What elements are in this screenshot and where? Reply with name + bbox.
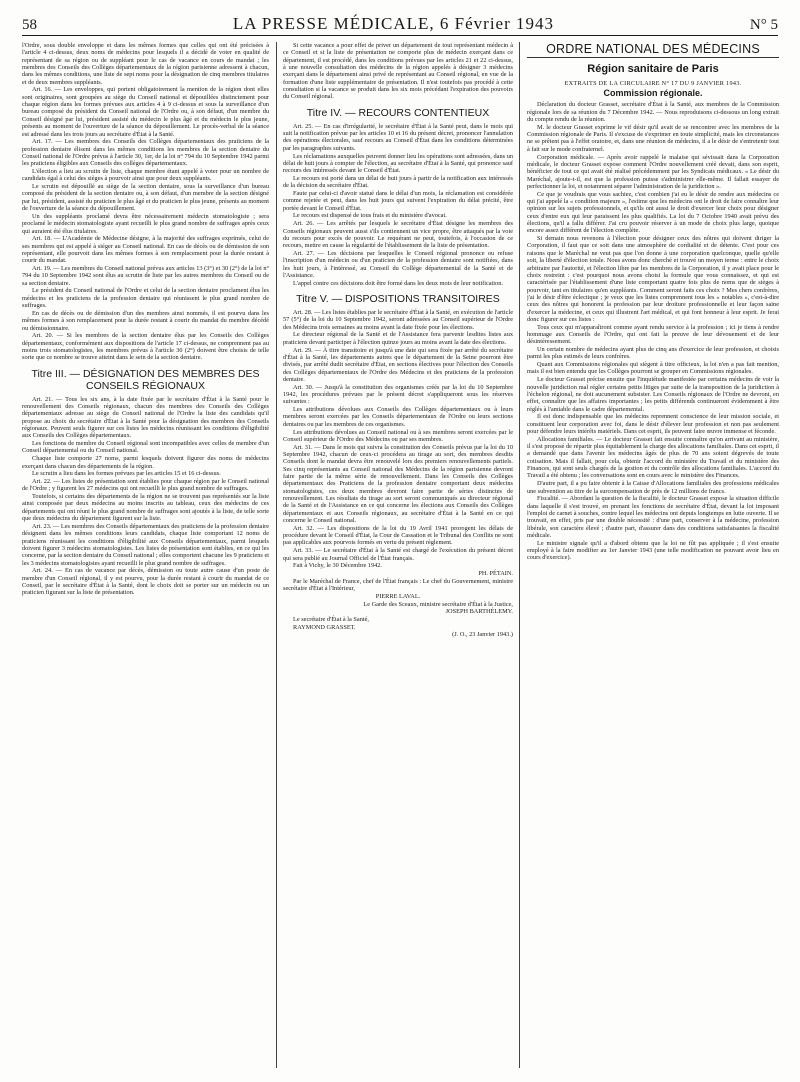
paragraph: Il est donc indispensable que les médecins reprennent conscience de leur mission sociale, et constituent leur corporation avec foi, dans le désir d'élever leur profession et non pas seulement pour défendre leurs intérêts matériels. Dans cet esprit, ils peuvent faire œuvre immense et féconde. xyxy=(527,413,779,436)
paragraph: Le docteur Grasset précise ensuite que l'inquiétude manifestée par certains médecins de voir la nouvelle juridiction mal régler certains petits litiges par suite de la transposition de la juridiction à l'échelon régional, ne doit aucunement subsister. Les Conseils régionaux de l'Ordre ne devront, en effet, connaître que les affaires importantes ; les petits différends continueront évidemment à être réglés à l'amiable dans le cadre départemental. xyxy=(527,376,779,413)
page-number: 58 xyxy=(22,17,37,33)
paragraph: L'élection a lieu au scrutin de liste, chaque membre étant appelé à voter pour un nombre de candidats égal à celui des sièges à pourvoir ainsi que pour deux suppléants. xyxy=(22,168,269,183)
article-25: Art. 25. — En cas d'irrégularité, le secrétaire d'État à la Santé peut, dans le mois qui suit la notification prévue par les articles 10 et 16 du présent décret, prononcer l'annulation des opérations électorales, sauf recours au Conseil d'État dans les conditions déterminées par les paragraphes suivants. xyxy=(283,122,513,152)
paragraph: Chaque liste comporte 27 noms, parmi lesquels doivent figurer des noms de médecins exerçant dans chacun des départements de la région. xyxy=(22,455,269,470)
page-header xyxy=(22,14,778,36)
column-left xyxy=(22,42,269,1070)
paragraph: Le scrutin est dépouillé au siège de la section dentaire, sous la surveillance d'un bureau composé du président de la section dentaire ou, à son défaut, d'un membre de la section désigné par lui, président, assisté du praticien le plus âgé et du praticien le plus jeune, présents au moment de l'ouverture de la séance du dépouillement. xyxy=(22,183,269,213)
article-21: Art. 21. — Tous les six ans, à la date fixée par le secrétaire d'État à la Santé pour le renouvellement des Conseils régionaux, chacun des membres des Conseils des Collèges départementaux adresse au siège du Conseil national de l'Ordre la liste des candidats qu'il propose au choix du secrétaire d'État à la Santé pour la désignation des membres des Conseils régionaux. Peuvent seuls figurer sur ces listes les médecins réunissant les conditions d'éligibilité aux Conseils des Collèges départementaux. xyxy=(22,395,269,440)
section-title: ORDRE NATIONAL DES MÉDECINS xyxy=(527,46,779,58)
paragraph: Toutefois, si certains des départements de la région ne se trouvent pas représentés sur la liste ainsi composée par deux médecins au moins inscrits au tableau, ceux des médecins de ces départements qui ont réuni le plus grand nombre de suffrages sont ajoutés à la liste, de telle sorte que deux médecins du département figurent sur la liste. xyxy=(22,493,269,523)
paragraph: Déclaration du docteur Grasset, secrétaire d'État à la Santé, aux membres de la Commission régionale lors de sa réunion du 7 Décembre 1942. — Nous reproduisons ci-dessous un long extrait du compte rendu de la réunion. xyxy=(527,101,779,124)
article-24: Art. 24. — En cas de vacance par décès, démission ou toute autre cause d'un poste de membre d'un Conseil régional, il y est pourvu, pour la durée restant à courir du mandat de ce Conseil, par le secrétaire d'État à la Santé, dont le choix doit se porter sur un médecin ou un praticien figurant sur la liste de présentation. xyxy=(22,567,269,597)
paragraph: Si demain nous revenons à l'élection pour désigner ceux des nôtres qui doivent diriger la Corporation, il faut que ce soit dans une atmosphère de cordialité et de détente. C'est pour ces raisons que le Maréchal ne veut pas que l'on donne à une corporation quelconque, quelle qu'elle soit, la liberté d'élection totale. Nous avons donc cherché et trouvé un moyen terme : entre le choix arbitraire par l'autorité, et l'élection libre par les membres de la Corporation, il y avait place pour le choix restreint : c'est pourquoi nous avons choisi la formule que vous connaissez, et qui est caractérisée par l'établissement d'une liste comportant quatre fois plus de noms que de sièges à pourvoir, tant en titulaires qu'en suppléants. Comment seront faits ces choix ? Mes chers confrères, j'ai le désir d'être éclectique ; je veux que les listes comprennent tous les « notables », c'est-à-dire ceux des nôtres qui honorent la profession par leur droiture professionnelle et leur façon saine d'exercer la médecine, et ceux qui illustrent l'art médical, et qui font honneur à leur esprit. Je ferai donc figurer sur ces listes : xyxy=(527,235,779,323)
paragraph: En cas de décès ou de démission d'un des membres ainsi nommés, il est pourvu dans les mêmes formes à son remplacement pour la durée restant à courir du mandat du membre décédé ou démissionnaire. xyxy=(22,309,269,332)
paragraph: Fiscalité. — Abordant la question de la fiscalité, le docteur Grasset expose la situation difficile dans laquelle il s'est trouvé, en prenant les fonctions de secrétaire d'État, devant la loi imposant l'emploi de carnet à souches, contre lequel les médecins ont depuis longtemps en lutte ouverte. Il se trouvait, en effet, pris par une double nécessité : d'une part, conserver à la médecine, profession libérale, son caractère élevé ; d'autre part, d'assurer dans des conditions satisfaisantes la fiscalité médicale. xyxy=(527,495,779,539)
paragraph: L'appel contre ces décisions doit être formé dans les deux mois de leur notification. xyxy=(293,279,503,287)
section-heading-titre-5: Titre V. — DISPOSITIONS TRANSITOIRES xyxy=(296,293,500,306)
column-divider xyxy=(276,42,277,1068)
paragraph: l'Ordre, sous double enveloppe et dans les mêmes formes que celles qui ont été précisées à l'article 4 ci-dessus, deux noms de médecins pour lesquels il a décidé de voter en qualité de représentant de sa région ou de suppléant pour le cas de vacance en cours de mandat ; les membres des Conseils des Collèges départementaux de la région parisienne adressent à chacun, dans les mêmes conditions, une liste de sept noms pour la désignation de cinq membres titulaires et de deux membres suppléants. xyxy=(22,42,269,86)
paragraph: Les attributions dévolues aux Conseils des Collèges départementaux ou à leurs membres seront exercées par les Conseils départementaux de l'Ordre ou leurs sections dentaires ou par les membres de ces organismes. xyxy=(283,406,513,428)
journal-reference: (J. O., 23 Janvier 1943.) xyxy=(452,631,513,639)
region-heading: Région sanitaire de Paris xyxy=(587,63,719,76)
article-23: Art. 23. — Les membres des Conseils départementaux des praticiens de la profession dentaire désignent dans les mêmes conditions leurs candidats, chaque liste comportant 12 noms de praticiens réunissant les conditions d'éligibilité aux Conseils départementaux, parmi lesquels doivent figurer 3 médecins stomatologistes. Les listes de présentation sont établies, en ce qui les concerne, par la section dentaire du Conseil national ; elles comportent chacune les 9 praticiens et les 3 médecins stomatologistes ayant recueilli le plus grand nombre de suffrages. xyxy=(22,522,269,567)
paragraph: Un certain nombre de médecins ayant plus de cinq ans d'exercice de leur profession, et choisis parmi les plus estimés de leurs confrères. xyxy=(527,346,779,361)
article-32: Art. 32. — Les dispositions de la loi du 19 Avril 1941 prorogent les délais de procédure devant le Conseil d'État, la Cour de Cassation et le Tribunal des Conflits ne sont pas applicables aux pourvois formés en vertu du présent règlement. xyxy=(283,524,513,547)
section-heading-titre-3: Titre III. — DÉSIGNATION DES MEMBRES DES CONSEILS RÉGIONAUX xyxy=(31,367,260,392)
article-19: Art. 19. — Les membres du Conseil national prévus aux articles 13 (3°) et 30 (2°) de la loi n° 794 du 10 Septembre 1942 sont élus au scrutin de liste par les autres membres du Conseil ou de sa section dentaire. xyxy=(22,265,269,287)
article-20: Art. 20. — Si les membres de la section dentaire élus par les Conseils des Collèges départementaux, conformément aux dispositions de l'article 17 ci-dessus, ne comprennent pas au moins trois stomatologistes, les membres prévus à l'article 30 (2°) doivent être choisis de telle sorte que ce nombre se trouve atteint dans le sein de la section dentaire. xyxy=(22,332,269,362)
circular-extract-line: EXTRAITS DE LA CIRCULAIRE N° 17 DU 9 JANVIER 1943. xyxy=(564,79,742,87)
paragraph: Les attributions dévolues au Conseil national ou à ses membres seront exercées par le Conseil supérieur de l'Ordre des Médecins ou par ses membres. xyxy=(283,428,513,443)
article-17: Art. 17. — Les membres des Conseils des Collèges départementaux des praticiens de la profession dentaire élisent dans les mêmes conditions les membres de la section dentaire du Conseil national de l'Ordre prévus à l'article 30, 1er, de la loi n° 794 du 10 Septembre 1942 parmi les praticiens éligibles aux Conseils des collèges départementaux. xyxy=(22,138,269,168)
signature: JOSEPH BARTHÉLEMY. xyxy=(445,608,513,616)
paragraph: Les fonctions de membre du Conseil régional sont incompatibles avec celles de membre d'un Conseil départemental ou du Conseil national. xyxy=(22,440,269,455)
article-33: Art. 33. — Le secrétaire d'État à la Santé est chargé de l'exécution du présent décret qui sera publié au Journal Officiel de l'État français. xyxy=(283,547,513,562)
signature: RAYMOND GRASSET. xyxy=(293,623,356,631)
journal-title: LA PRESSE MÉDICALE, 6 Février 1943 xyxy=(232,14,554,33)
signature-block: Le secrétaire d'État à la Santé, xyxy=(293,616,369,623)
column-middle xyxy=(283,42,513,1070)
paragraph: Le président du Conseil national de l'Ordre et celui de la section dentaire proclament élus les médecins et les praticiens de la profession dentaire qui réunissent le plus grand nombre de suffrages. xyxy=(22,287,269,310)
article-31: Art. 31. — Dans le mois qui suivra la constitution des Conseils prévus par la loi du 10 Septembre 1942, chacun de ceux-ci procédera au tirage au sort, des membres desdits Conseils dont le mandat devra être renouvelé lors des premiers renouvellements partiels. Ses cinq représentants au Conseil national des Médecins de la région parisienne devront faire partie de la même série de renouvellement. Dans les Conseils des Collèges départementaux des Praticiens de la profession dentaire comportant deux médecins stomatologistes, ces deux membres devront faire partie de séries distinctes de renouvellement. Les résultats du tirage au sort seront communiqués au directeur régional de la Santé et de l'Assistance en ce qui concerne les élections aux Conseils des Collèges départementaux et aux Conseils régionaux, au secrétaire d'État à la Santé en ce qui concerne le Conseil national. xyxy=(283,443,513,525)
signature: PH. PÉTAIN. xyxy=(478,569,513,577)
paragraph: Un des suppléants proclamé devra être nécessairement médecin stomatologiste ; sera proclamé le médecin stomatologiste ayant recueilli le plus grand nombre de suffrages après ceux qui auraient été élus titulaires. xyxy=(22,212,269,235)
paragraph: Le recours est porté dans un délai de huit jours à partir de la notification aux intéressés de la décision du secrétaire d'État. xyxy=(283,174,513,190)
paragraph: Quant aux Commissions régionales qui siègent à titre officieux, la loi n'en a pas fait mention, mais il est bien entendu que les Collèges pourront se grouper en Commissions régionales. xyxy=(527,361,779,376)
article-22: Art. 22. — Les listes de présentation sont établies pour chaque région par le Conseil national de l'Ordre ; y figurent les 27 médecins qui ont recueilli le plus grand nombre de suffrages. xyxy=(22,478,269,493)
date-line: Fait à Vichy, le 30 Décembre 1942. xyxy=(293,562,382,570)
column-divider xyxy=(519,42,520,1068)
article-26: Art. 26. — Les arrêtés par lesquels le secrétaire d'État désigne les membres des Conseils régionaux peuvent aussi s'ils contiennent un vice propre, être attaqués par la voie du recours pour excès de pouvoir. Le requérant ne peut, toutefois, à l'occasion de ce recours, mettre en cause la régularité de l'établissement de la liste de présentation. xyxy=(283,220,513,250)
paragraph: Allocations familiales. — Le docteur Grasset fait ensuite connaître qu'on arrivant au ministère, il s'est proposé de répartir plus équitablement la charge des allocations familiales. Dans cet esprit, il a demandé que dans l'avenir les médecins âgés de plus de 70 ans soient dégrevés de toute cotisation. Mais il fallait, pour cela, obtenir l'accord du ministère du Travail et du ministère des Finances, qui sont seuls chargés de la gestion et du contrôle des allocations familiales. L'accord du Travail a été obtenu ; les conversations sont en cours avec le ministère des Finances. xyxy=(527,435,779,480)
column-right xyxy=(527,42,779,1070)
article-18: Art. 18. — L'Académie de Médecine désigne, à la majorité des suffrages exprimés, celui de ses membres qui est appelé à siéger au Conseil national. En cas de décès ou de démission de son représentant, elle pourvoit dans les mêmes formes à son remplacement pour la durée restant à courir du mandat. xyxy=(22,235,269,265)
article-29: Art. 29. — À titre transitoire et jusqu'à une date qui sera fixée par arrêté du secrétaire d'État à la Santé, les départements autres que le département de la Seine pourront être divisés, par arrêté dudit secrétaire d'État, en sections électives pour l'élection des Conseils des Collèges départementaux de l'Ordre des Médecins et des praticiens de la profession dentaire. xyxy=(283,346,513,383)
paragraph: Si cette vacance a pour effet de priver un département de tout représentant médecin à ce Conseil et si la liste de présentation ne comporte plus de médecin exerçant dans ce département, il est procédé, dans les conditions prévues par les articles 21 et 22 ci-dessus, à une nouvelle consultation des médecins de la région appelés à désigner 3 médecins exerçant dans le département ainsi privé de représentant au Conseil régional, en vue de la formation d'une liste supplémentaire de présentation. Il n'est toutefois pas procédé à cette consultation si la vacance se produit dans les six mois précédant l'expiration des pouvoirs du Conseil régional. xyxy=(283,42,513,101)
paragraph: Les réclamations auxquelles peuvent donner lieu les opérations sont adressées, dans un délai de huit jours à compter de l'élection, au secrétaire d'État à la Santé, qui prononce sauf recours des intéressés devant le Conseil d'État. xyxy=(283,152,513,175)
paragraph: Tous ceux qui m'apparaîtront comme ayant rendu service à la profession ; ici je tiens à rendre hommage aux Conseils de l'Ordre, qui ont fait la preuve de leur dévouement et de leur désintéressement. xyxy=(527,323,779,346)
paragraph: Ce que je voudrais que vous sachiez, c'est combien j'ai eu le désir de rendre aux médecins ce qui j'ai appelé la « condition majeure », l'estime que les médecins ont le droit de faire connaître leur opinion sur les sujets professionnels, et qu'ils ont aussi le droit d'exercer leur choix pour désigner ceux d'entre eux qui leur paraissent les plus qualifiés. La loi du 7 Octobre 1940 avait prévu des élections, qu'il a fallu différer. J'ai cru pouvoir réserver à un mode de choix plus large, quoique encore assez différent de l'élection complète. xyxy=(527,190,779,235)
section-heading-titre-4: Titre IV. — RECOURS CONTENTIEUX xyxy=(306,106,490,119)
paragraph: M. le docteur Grasset exprime le vif désir qu'il avait de se rencontrer avec les membres de la Commission régionale de Paris. Il s'excuse de s'exprimer en toute simplicité, mais les circonstances ne se prêtent pas à l'effet oratoire, et, dans une réunion de médecins, il a le désir de s'entretenir tout à fait sur le mode confraternel. xyxy=(527,123,779,153)
signature-block: Par le Maréchal de France, chef de l'État français : Le chef du Gouvernement, ministre secrétaire d'État à l'Intérieur, xyxy=(283,577,513,593)
paragraph: Le ministre signale qu'il a d'abord obtenu que la loi ne fût pas appliquée ; il s'est ensuite employé à la faire modifier au 1er Janvier 1943 (une telle modification ne pouvant avoir lieu en cours d'exercice). xyxy=(527,539,779,562)
paragraph: D'autre part, il a pu faire obtenir à la Caisse d'Allocations familiales des professions médicales une subvention au titre de la surcompensation de près de 12 millions de francs. xyxy=(527,480,779,495)
commission-heading: Commission régionale. xyxy=(603,88,703,99)
article-30: Art. 30. — Jusqu'à la constitution des organismes créés par la loi du 10 Septembre 1942, les procédures prévues par le présent décret s'appliqueront sous les réserves suivantes : xyxy=(283,383,513,406)
paragraph: Le directeur régional de la Santé et de l'Assistance fera parvenir lesdites listes aux praticiens devant participer à l'élection quinze jours au moins avant la date des élections. xyxy=(283,331,513,346)
article-28: Art. 28. — Les listes établies par le secrétaire d'État à la Santé, en exécution de l'article 57 (5°) de la loi du 10 Septembre 1942, seront adressées au Conseil supérieur de l'Ordre des Médecins trois semaines au moins avant la date fixée pour les élections. xyxy=(283,309,513,331)
paragraph: Le scrutin a lieu dans les formes prévues par les articles 15 et 16 ci-dessus. xyxy=(32,470,221,478)
paragraph: Corporation médicale. — Après avoir rappelé le malaise qui sévissait dans la Corporation médicale, le docteur Grasset expose comment l'Ordre nouvellement créé devait, dans son esprit, bénéficier de tout ce qui avait été réalisé précédemment par les Syndicats médicaux. « Le désir du Maréchal, ajoute-t-il, est que la profession puisse s'administrer elle-même. Il fallait essayer de perfectionner la loi, et notamment séparer l'administration de la juridiction ». xyxy=(527,153,779,190)
article-16: Art. 16. — Les enveloppes, qui portent obligatoirement la mention de la région dont elles sont originaires, sont groupées au siège du Conseil national et dépouillées distinctement pour chaque région dans les formes prévues aux articles 4 à 9 ci-dessus et sous la surveillance d'un bureau composé du président du Conseil national de l'Ordre ou, à son défaut, d'un membre du Conseil désigné par lui, président assisté du médecin le plus âgé et du médecin le plus jeune, présents au moment de l'ouverture de la séance du dépouillement. Le procès-verbal de la séance est adressé dans les trois jours au secrétaire d'État à la Santé. xyxy=(22,86,269,138)
issue-number: N° 5 xyxy=(749,17,778,33)
article-27: Art. 27. — Les décisions par lesquelles le Conseil régional prononce ou refuse l'inscription d'un médecin ou d'un praticien de la profession dentaire sont notifiées, dans les huit jours, à l'intéressé, au Conseil du Collège départemental de la Santé et de l'Assistance. xyxy=(283,249,513,279)
signature: PIERRE LAVAL. xyxy=(375,592,421,600)
paragraph: Faute par celui-ci d'avoir statué dans le délai d'un mois, la réclamation est considérée comme rejetée et peut, dans les huit jours qui suivent l'expiration du délai précité, être portée devant le Conseil d'État. xyxy=(283,190,513,212)
signature-block: Le Garde des Sceaux, ministre secrétaire d'État à la Justice, xyxy=(363,600,513,608)
paragraph: Le recours est dispensé de tous frais et du ministère d'avocat. xyxy=(293,212,447,220)
